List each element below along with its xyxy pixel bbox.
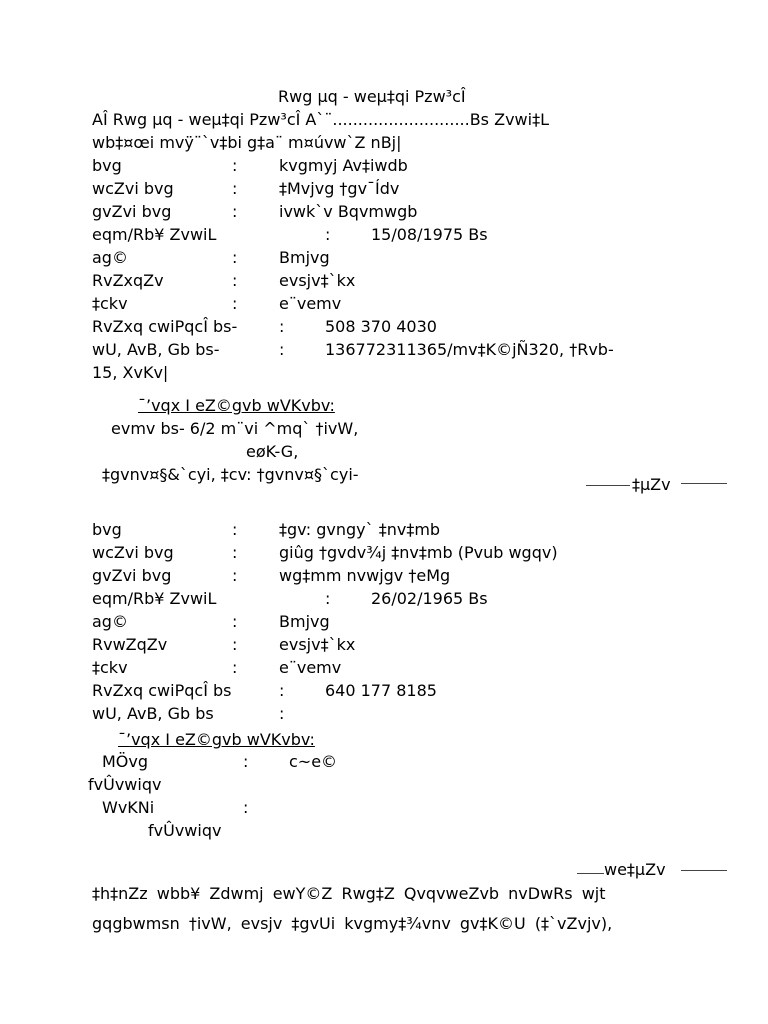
buyer-village-name: fvÛvwiqv: [88, 775, 162, 794]
intro-text: AÎ Rwg µq - weµ‡qi Pzw³cÎ A`¨: [92, 110, 333, 129]
buyer-nid-sep: :: [279, 681, 285, 700]
seller-tin-value: 136772311365/mv‡K©jÑ320, †Rvb-: [325, 340, 614, 359]
seller-father-label: wcZvi bvg: [92, 179, 174, 198]
body-line-2: gqgbwmsn †ivW, evsjv ‡gvUi kvgmy‡¾vnv gv‡K©U (‡`vZvjv),: [92, 914, 613, 933]
seller-role-line-left: [586, 485, 630, 486]
buyer-dob-label: eqm/Rb¥ ZvwiL: [92, 589, 217, 608]
buyer-name-value: ‡gv: gvngy` ‡nv‡mb: [279, 520, 441, 539]
buyer-address-heading: ¯’vqx I eZ©gvb wVKvbv:: [118, 730, 315, 749]
buyer-occupation-label: ‡ckv: [92, 658, 128, 677]
intro-date-suffix: Bs Zvwi‡L: [469, 110, 549, 129]
buyer-village-value: c~e©: [289, 752, 338, 771]
buyer-religion-value: Bmjvg: [279, 612, 330, 631]
buyer-religion-label: ag©: [92, 612, 128, 631]
seller-religion-value: Bmjvg: [279, 248, 330, 267]
buyer-dob-value: 26/02/1965 Bs: [371, 589, 488, 608]
seller-name-value: kvgmyj Av‡iwdb: [279, 156, 408, 175]
seller-nid-label: RvZxq cwiPqcÎ bs-: [92, 317, 238, 336]
seller-address-line-3: ‡gvnv¤§&`cyi, ‡cv: †gvnv¤§`cyi-: [102, 465, 359, 484]
seller-nationality-sep: :: [232, 271, 238, 290]
buyer-nationality-value: evsjv‡`kx: [279, 635, 356, 654]
seller-nationality-value: evsjv‡`kx: [279, 271, 356, 290]
buyer-occupation-sep: :: [232, 658, 238, 677]
seller-father-value: ‡Mvjvg †gv¯Ídv: [279, 179, 400, 198]
buyer-mother-label: gvZvi bvg: [92, 566, 172, 585]
buyer-village-sep: :: [243, 752, 249, 771]
seller-nid-sep: :: [279, 317, 285, 336]
seller-dob-value: 15/08/1975 Bs: [371, 225, 488, 244]
buyer-religion-sep: :: [232, 612, 238, 631]
seller-occupation-label: ‡ckv: [92, 294, 128, 313]
buyer-occupation-value: e¨vemv: [279, 658, 342, 677]
buyer-postoffice-sep: :: [243, 798, 249, 817]
buyer-nationality-label: RvwZqZv: [92, 635, 168, 654]
buyer-dob-sep: :: [325, 589, 331, 608]
intro-line-2: wb‡¤œi mvÿ¨`v‡bi g‡a¨ m¤úvw`Z nBj|: [92, 133, 402, 152]
seller-role-line-right: [681, 483, 727, 484]
seller-tin-label: wU, AvB, Gb bs-: [92, 340, 220, 359]
intro-dots: ...........................: [332, 110, 470, 129]
body-line-1: ‡h‡nZz wbb¥ Zdwmj ewY©Z Rwg‡Z QvqvweZvb nvDwRs wjt: [92, 884, 606, 903]
buyer-father-sep: :: [232, 543, 238, 562]
seller-nid-value: 508 370 4030: [325, 317, 437, 336]
seller-tin-continuation: 15, XvKv|: [92, 363, 169, 382]
buyer-tin-sep: :: [279, 704, 285, 723]
buyer-nid-value: 640 177 8185: [325, 681, 437, 700]
seller-mother-label: gvZvi bvg: [92, 202, 172, 221]
buyer-role-line-right: [681, 870, 727, 871]
buyer-name-label: bvg: [92, 520, 122, 539]
seller-nationality-label: RvZxqZv: [92, 271, 164, 290]
seller-dob-label: eqm/Rb¥ ZvwiL: [92, 225, 217, 244]
buyer-postoffice-label: WvKNi: [102, 798, 155, 817]
buyer-father-value: giûg †gvdv¾j ‡nv‡mb (Pvub wgqv): [279, 543, 558, 562]
seller-religion-label: ag©: [92, 248, 128, 267]
seller-name-sep: :: [232, 156, 238, 175]
seller-mother-value: ivwk`v Bqvmwgb: [279, 202, 418, 221]
buyer-address-block: [0, 726, 768, 846]
buyer-mother-value: wg‡mm nvwjgv †eMg: [279, 566, 451, 585]
seller-role-label: ‡µZv: [632, 475, 671, 494]
seller-address-line-2: eøK-G,: [246, 442, 299, 461]
seller-mother-sep: :: [232, 202, 238, 221]
buyer-tin-label: wU, AvB, Gb bs: [92, 704, 214, 723]
buyer-mother-sep: :: [232, 566, 238, 585]
buyer-name-sep: :: [232, 520, 238, 539]
buyer-postoffice-name: fvÛvwiqv: [148, 821, 222, 840]
seller-occupation-sep: :: [232, 294, 238, 313]
seller-address-heading: ¯’vqx I eZ©gvb wVKvbv:: [138, 396, 335, 415]
page-title: Rwg µq - weµ‡qi Pzw³cÎ: [278, 87, 466, 106]
seller-tin-sep: :: [279, 340, 285, 359]
seller-occupation-value: e¨vemv: [279, 294, 342, 313]
seller-name-label: bvg: [92, 156, 122, 175]
buyer-role-label: we‡µZv: [604, 860, 666, 879]
seller-dob-sep: :: [325, 225, 331, 244]
buyer-nationality-sep: :: [232, 635, 238, 654]
intro-line-1: [92, 110, 549, 130]
buyer-nid-label: RvZxq cwiPqcÎ bs: [92, 681, 232, 700]
seller-religion-sep: :: [232, 248, 238, 267]
buyer-father-label: wcZvi bvg: [92, 543, 174, 562]
seller-address-line-1: evmv bs- 6/2 m¨vi ^mq` †ivW,: [111, 419, 359, 438]
seller-father-sep: :: [232, 179, 238, 198]
buyer-village-label: MÖvg: [102, 752, 149, 771]
